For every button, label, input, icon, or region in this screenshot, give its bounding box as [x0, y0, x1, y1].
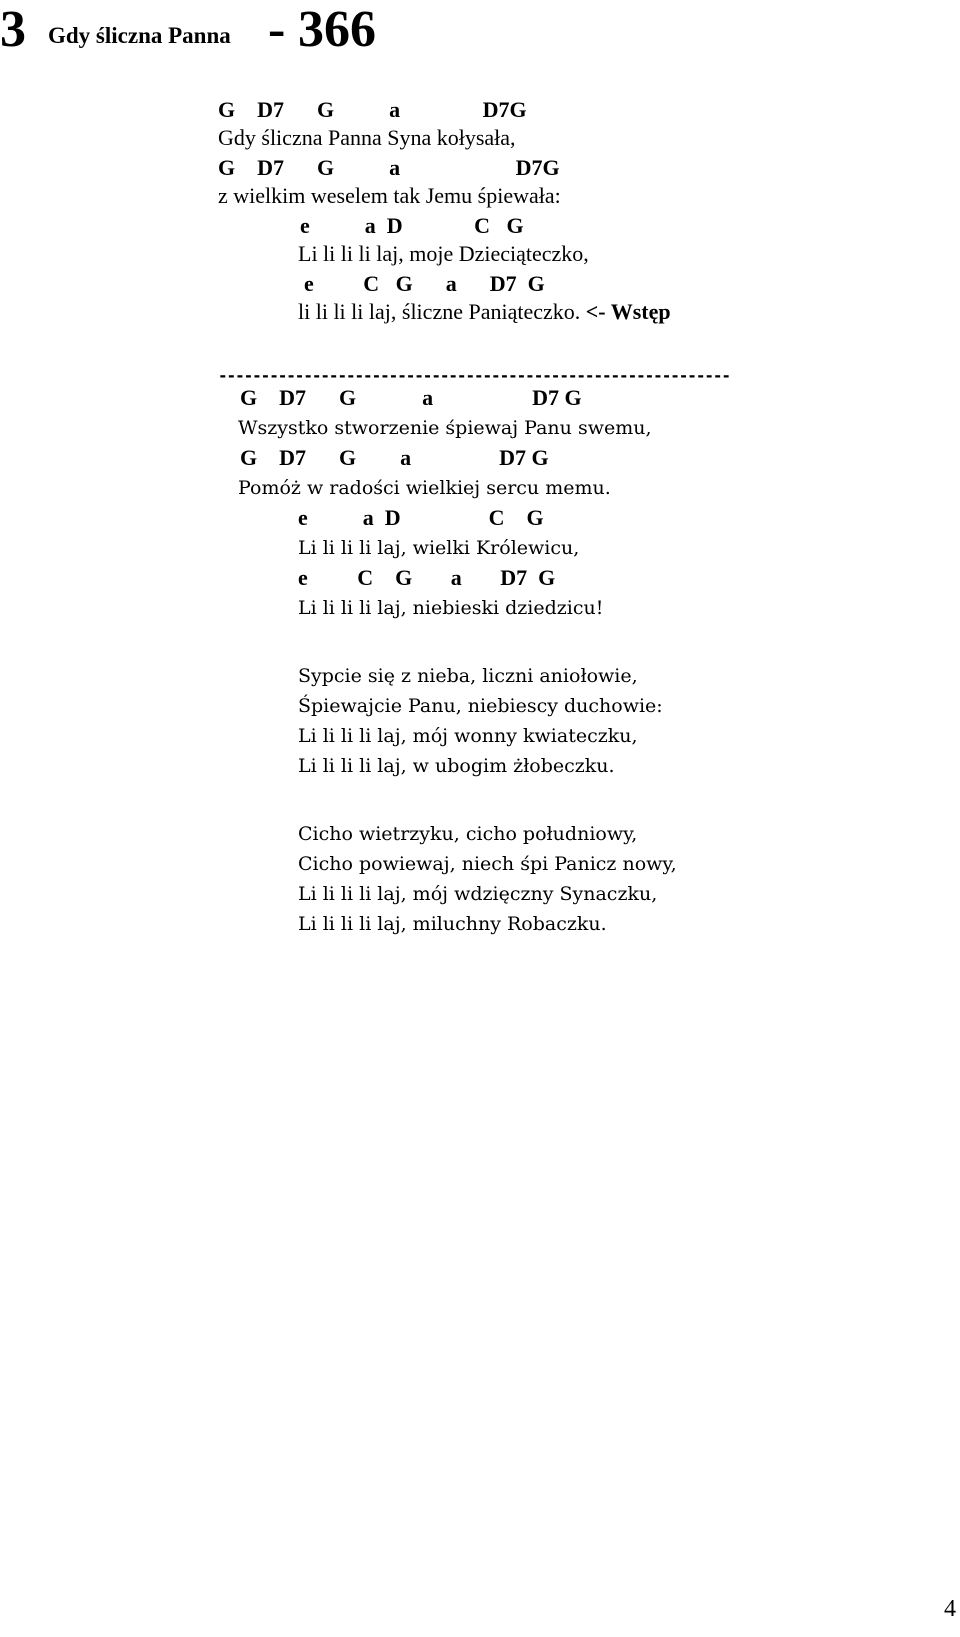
lyric-line: Li li li li laj, miluchny Robaczku. [298, 913, 607, 935]
lyric-line: Cicho powiewaj, niech śpi Panicz nowy, [298, 853, 677, 875]
lyric-line: Pomóż w radości wielkiej sercu memu. [238, 477, 611, 499]
lyric-line: Li li li li laj, mój wonny kwiateczku, [298, 725, 638, 747]
chord-line: G D7 G a D7 G [240, 385, 582, 410]
lyric-line: Wszystko stworzenie śpiewaj Panu swemu, [238, 417, 652, 439]
chord-line: G D7 G a D7G [218, 155, 560, 180]
section-divider: ------------------------------------------------------------ [218, 366, 730, 385]
song-code: 366 [298, 1, 376, 58]
chord-line: G D7 G a D7G [218, 97, 527, 122]
chord-line: e a D C G [298, 505, 544, 530]
lyric-line: Li li li li laj, w ubogim żłobeczku. [298, 755, 615, 777]
lyric-line: Cicho wietrzyku, cicho południowy, [298, 823, 638, 845]
chord-line: e a D C G [300, 213, 524, 238]
page-number: 4 [944, 1596, 956, 1622]
lyric-line: Li li li li laj, moje Dzieciąteczko, [298, 241, 589, 266]
chord-line: e C G a D7 G [304, 271, 545, 296]
chord-line: G D7 G a D7 G [240, 445, 549, 470]
lyric-line: Sypcie się z nieba, liczni aniołowie, [298, 665, 638, 687]
lyric-line: Śpiewajcie Panu, niebiescy duchowie: [298, 695, 663, 717]
lyric-line: Li li li li laj, wielki Królewicu, [298, 537, 580, 559]
song-number: 3 [0, 1, 26, 58]
lyric-line: Li li li li laj, niebieski dziedzicu! [298, 597, 604, 619]
lyric-line: z wielkim weselem tak Jemu śpiewała: [218, 183, 561, 208]
lyric-line: Gdy śliczna Panna Syna kołysała, [218, 125, 516, 150]
title-separator: - [268, 1, 286, 58]
intro-marker: <- Wstęp [585, 299, 671, 324]
song-header [0, 0, 960, 60]
chord-line: e C G a D7 G [298, 565, 556, 590]
lyric-line: Li li li li laj, mój wdzięczny Synaczku, [298, 883, 658, 905]
song-title: Gdy śliczna Panna [48, 23, 231, 48]
lyric-line [298, 298, 671, 326]
lyric-text: li li li li laj, śliczne Paniąteczko. [298, 299, 581, 324]
